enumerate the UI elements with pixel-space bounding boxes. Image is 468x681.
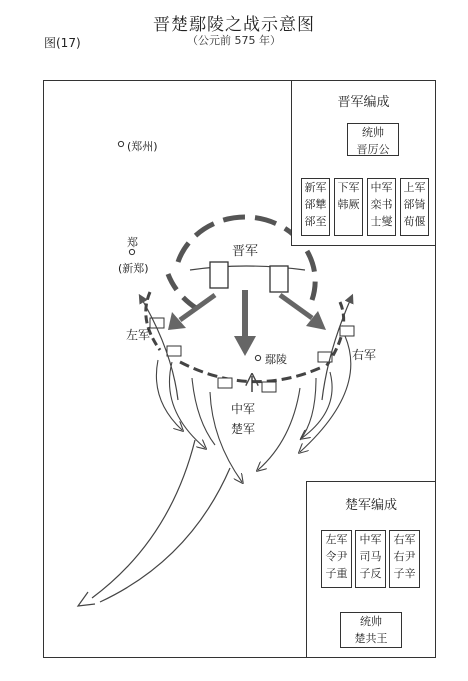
jin-new-army-box: 新军 郤犨 郤至: [301, 178, 330, 236]
xinzheng-marker: [129, 249, 134, 254]
zhengzhou-marker: [118, 141, 123, 146]
chu-org-title: 楚军编成: [344, 498, 397, 513]
jin-chariot: [210, 262, 228, 288]
yanling-label: 鄢陵: [265, 353, 287, 366]
chu-center: [180, 362, 320, 392]
jin-org-title: 晋军编成: [337, 95, 390, 110]
zheng-label: 郑: [127, 236, 138, 249]
map-subtitle: （公元前 575 年）: [187, 34, 281, 47]
chu-center-army-label: 中军: [231, 402, 256, 416]
jin-upper-army-box: 上军 郤锜 荀偃: [400, 178, 429, 236]
jin-commander-box: 统帅 晋厉公: [347, 123, 399, 156]
jin-central-army-box: 中军 栾书 士燮: [367, 178, 396, 236]
chu-final-retreat: [78, 440, 230, 606]
chu-commander-box: 统帅 楚共王: [340, 612, 402, 648]
jin-chariot: [270, 266, 288, 292]
figure-number: 图(17): [44, 36, 81, 50]
chu-right-wing: [318, 302, 354, 368]
yanling-marker: [255, 355, 260, 360]
jin-lower-army-box: 下军 韩厥: [334, 178, 363, 236]
chu-right-army-label: 右军: [352, 348, 377, 362]
chu-army-label: 楚军: [231, 422, 256, 436]
zhengzhou-label: (郑州): [127, 140, 158, 153]
jin-army-label: 晋军: [232, 244, 259, 259]
chu-right-army-box: 右军 右尹 子辛: [389, 530, 420, 588]
chu-left-army-label: 左军: [126, 328, 151, 342]
xinzheng-label: (新郑): [118, 262, 149, 275]
chu-center-army-box: 中军 司马 子反: [355, 530, 386, 588]
chu-left-army-box: 左军 令尹 子重: [321, 530, 352, 588]
map-title: 晋楚鄢陵之战示意图: [153, 15, 315, 35]
jin-attack-arrows: [168, 290, 326, 356]
